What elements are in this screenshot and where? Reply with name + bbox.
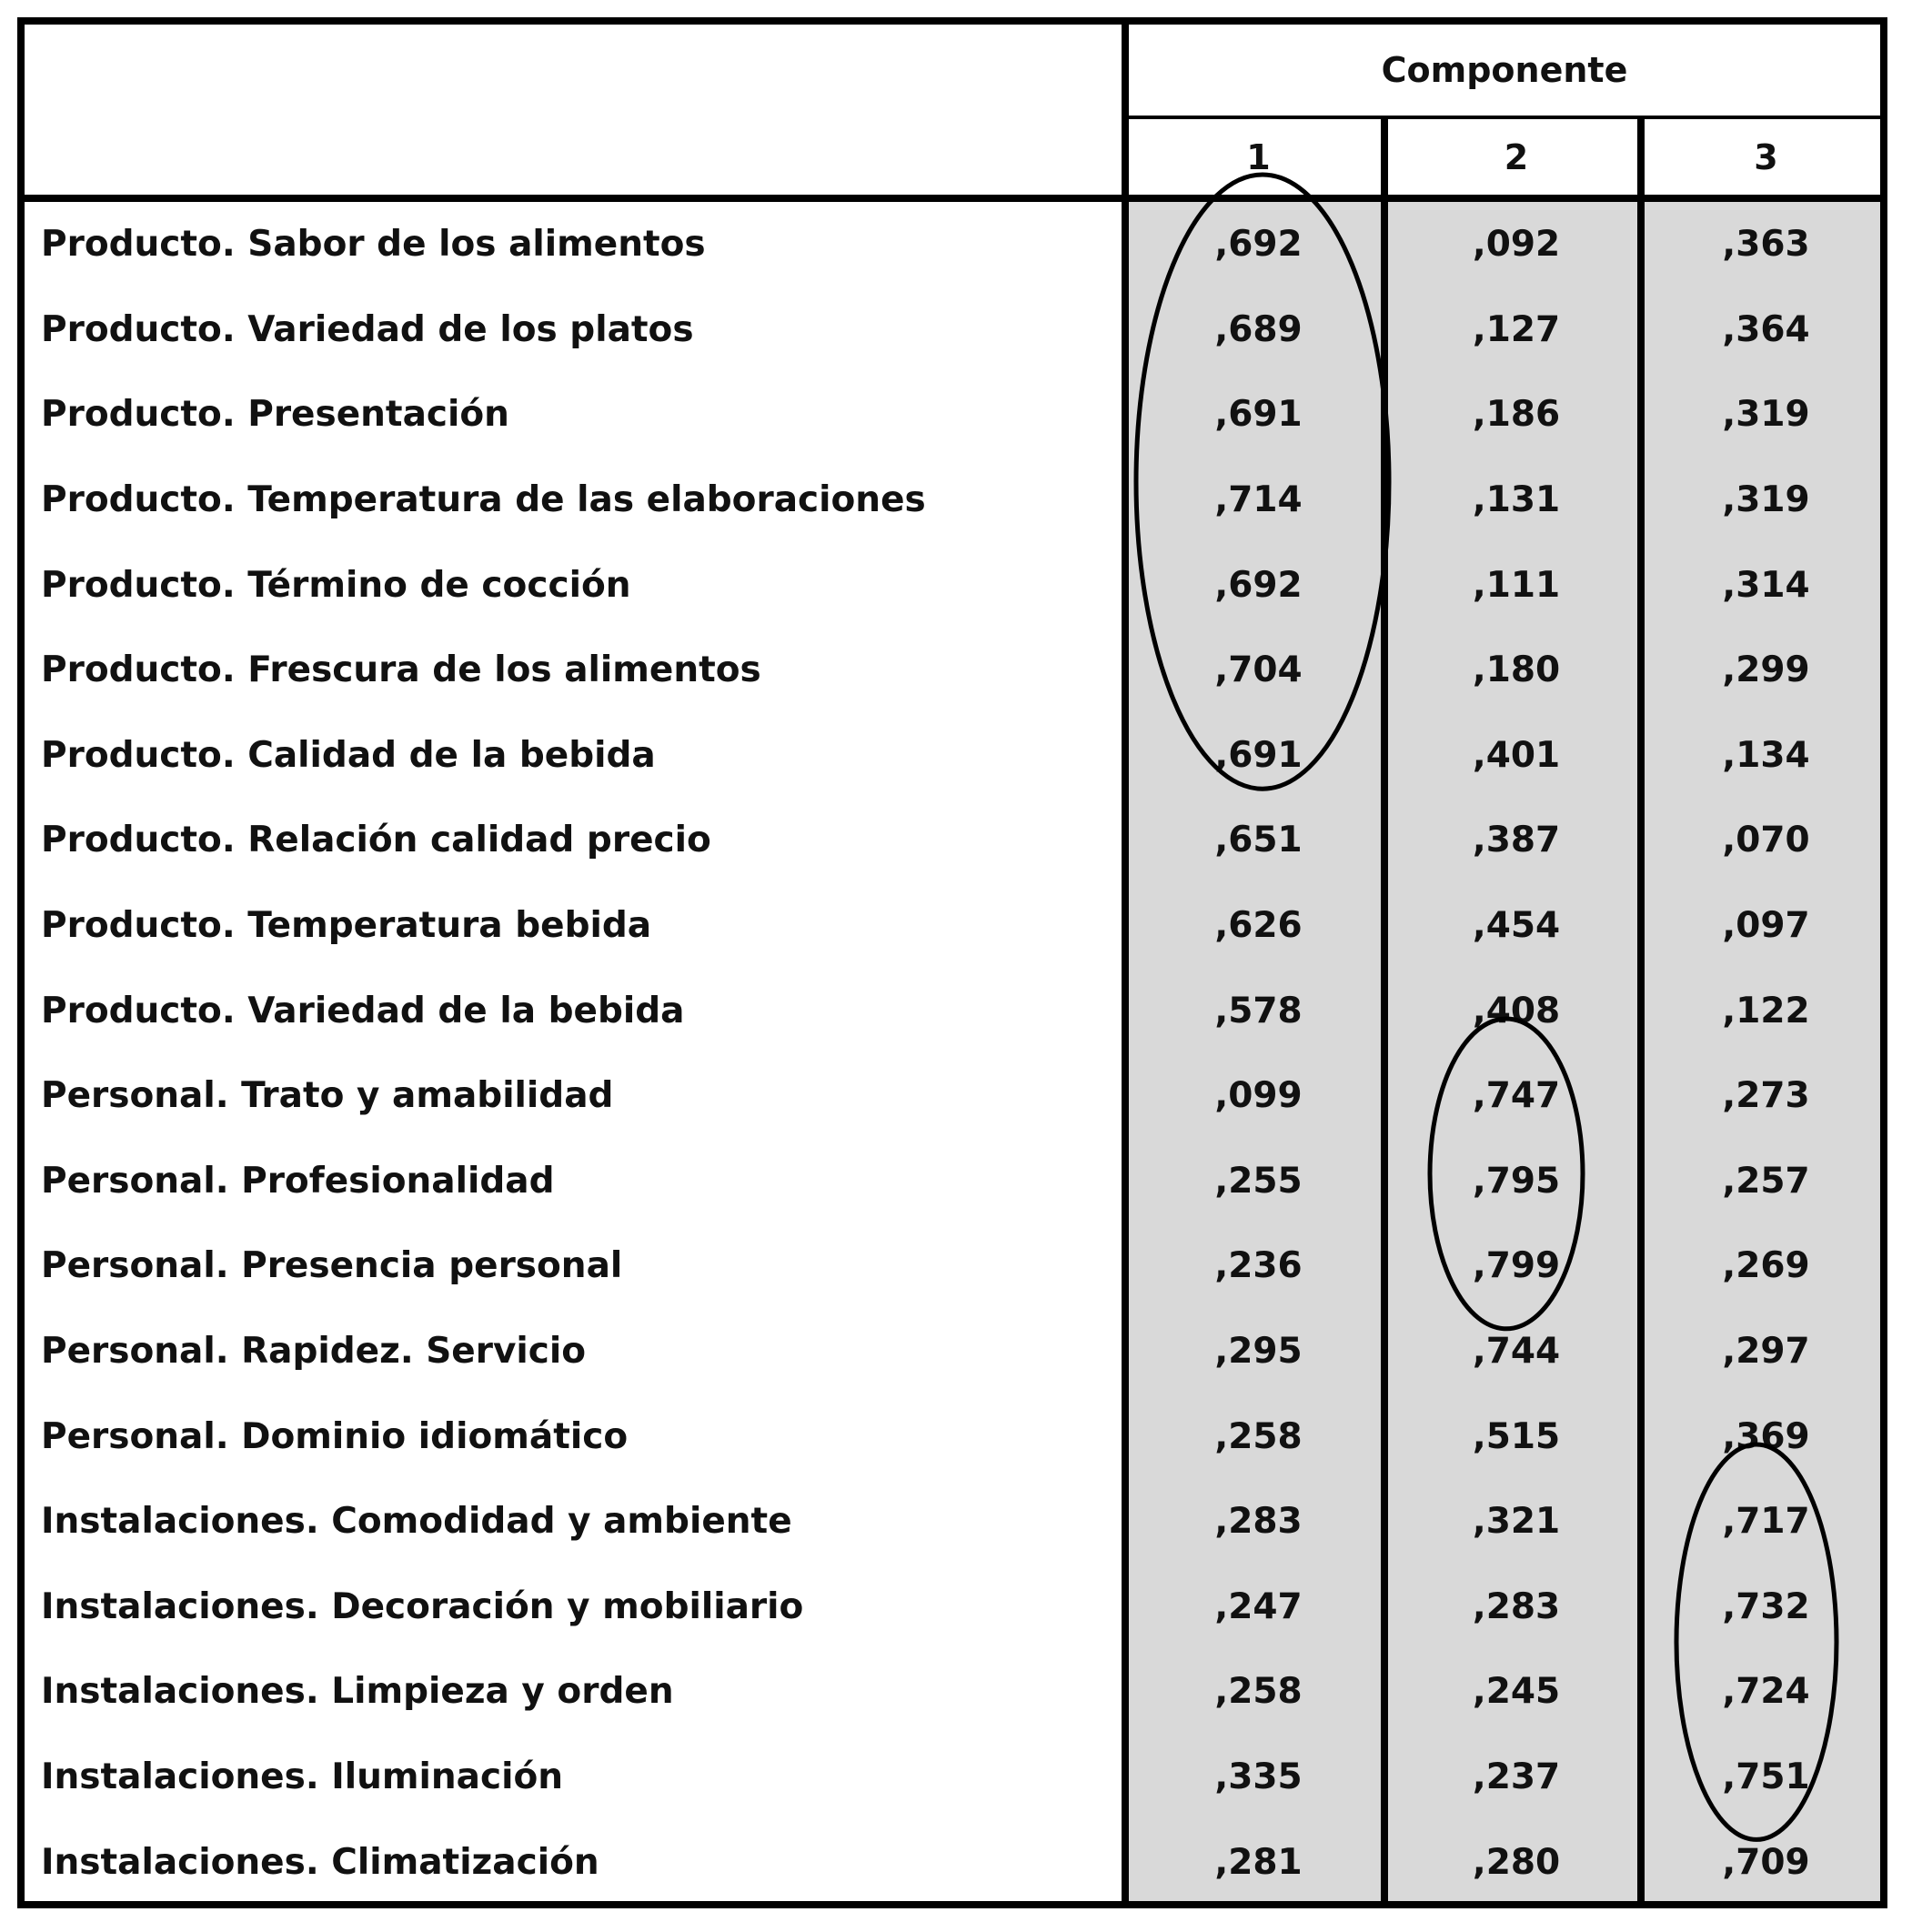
component-group-header: Componente bbox=[1129, 25, 1880, 119]
cell-component-1: ,692 bbox=[1214, 564, 1303, 606]
row-label: Producto. Término de cocción bbox=[41, 564, 631, 606]
cell-component-3: ,097 bbox=[1722, 905, 1810, 947]
row-label: Producto. Variedad de los platos bbox=[41, 308, 694, 350]
column-header-3: 3 bbox=[1754, 136, 1778, 177]
cell-component-1: ,704 bbox=[1214, 649, 1303, 691]
highlight-ellipse-component-1 bbox=[1136, 175, 1389, 789]
cell-component-2: ,401 bbox=[1472, 734, 1561, 776]
row-label: Instalaciones. Limpieza y orden bbox=[41, 1671, 674, 1713]
cell-component-3: ,299 bbox=[1722, 649, 1810, 691]
row-label: Personal. Profesionalidad bbox=[41, 1160, 555, 1202]
cell-component-1: ,281 bbox=[1214, 1841, 1303, 1883]
cell-component-3: ,257 bbox=[1722, 1160, 1810, 1202]
highlight-ellipse-component-3 bbox=[1676, 1444, 1837, 1839]
cell-component-3: ,364 bbox=[1722, 308, 1810, 350]
cell-component-1: ,691 bbox=[1214, 734, 1303, 776]
cell-component-3: ,724 bbox=[1722, 1671, 1810, 1713]
cell-component-1: ,247 bbox=[1214, 1585, 1303, 1627]
cell-component-2: ,127 bbox=[1472, 308, 1561, 350]
cell-component-2: ,515 bbox=[1472, 1415, 1561, 1457]
cell-component-1: ,255 bbox=[1214, 1160, 1303, 1202]
cell-component-3: ,717 bbox=[1722, 1501, 1810, 1543]
cell-component-2: ,795 bbox=[1472, 1160, 1561, 1202]
cell-component-3: ,269 bbox=[1722, 1245, 1810, 1287]
column-header-2: 2 bbox=[1504, 136, 1529, 177]
cell-component-2: ,408 bbox=[1472, 990, 1561, 1031]
row-label: Producto. Variedad de la bebida bbox=[41, 990, 685, 1031]
cell-component-3: ,709 bbox=[1722, 1841, 1810, 1883]
cell-component-1: ,691 bbox=[1214, 394, 1303, 436]
cell-component-3: ,319 bbox=[1722, 479, 1810, 521]
cell-component-1: ,626 bbox=[1214, 905, 1303, 947]
row-label: Instalaciones. Comodidad y ambiente bbox=[41, 1501, 792, 1543]
row-label: Producto. Sabor de los alimentos bbox=[41, 224, 706, 266]
cell-component-1: ,258 bbox=[1214, 1671, 1303, 1713]
cell-component-3: ,732 bbox=[1722, 1585, 1810, 1627]
cell-component-3: ,751 bbox=[1722, 1756, 1810, 1798]
row-label: Personal. Trato y amabilidad bbox=[41, 1075, 614, 1117]
row-label: Instalaciones. Climatización bbox=[41, 1841, 599, 1883]
cell-component-2: ,454 bbox=[1472, 905, 1561, 947]
cell-component-2: ,283 bbox=[1472, 1585, 1561, 1627]
cell-component-2: ,747 bbox=[1472, 1075, 1561, 1117]
row-label: Producto. Calidad de la bebida bbox=[41, 734, 656, 776]
cell-component-1: ,335 bbox=[1214, 1756, 1303, 1798]
cell-component-2: ,321 bbox=[1472, 1501, 1561, 1543]
cell-component-2: ,131 bbox=[1472, 479, 1561, 521]
cell-component-3: ,134 bbox=[1722, 734, 1810, 776]
cell-component-1: ,258 bbox=[1214, 1415, 1303, 1457]
cell-component-3: ,122 bbox=[1722, 990, 1810, 1031]
cell-component-2: ,744 bbox=[1472, 1331, 1561, 1373]
cell-component-1: ,714 bbox=[1214, 479, 1303, 521]
cell-component-1: ,236 bbox=[1214, 1245, 1303, 1287]
row-label: Producto. Frescura de los alimentos bbox=[41, 649, 761, 691]
cell-component-1: ,692 bbox=[1214, 224, 1303, 266]
row-label: Producto. Temperatura bebida bbox=[41, 905, 652, 947]
row-label: Instalaciones. Iluminación bbox=[41, 1756, 564, 1798]
cell-component-2: ,237 bbox=[1472, 1756, 1561, 1798]
cell-component-1: ,099 bbox=[1214, 1075, 1303, 1117]
cell-component-2: ,180 bbox=[1472, 649, 1561, 691]
row-label: Personal. Rapidez. Servicio bbox=[41, 1331, 587, 1373]
cell-component-3: ,070 bbox=[1722, 820, 1810, 861]
row-label: Instalaciones. Decoración y mobiliario bbox=[41, 1585, 804, 1627]
cell-component-2: ,387 bbox=[1472, 820, 1561, 861]
cell-component-2: ,245 bbox=[1472, 1671, 1561, 1713]
highlight-ellipse-component-2 bbox=[1430, 1019, 1583, 1329]
cell-component-1: ,578 bbox=[1214, 990, 1303, 1031]
row-label: Producto. Relación calidad precio bbox=[41, 820, 711, 861]
cell-component-2: ,799 bbox=[1472, 1245, 1561, 1287]
column-header-1: 1 bbox=[1246, 136, 1271, 177]
cell-component-3: ,273 bbox=[1722, 1075, 1810, 1117]
cell-component-3: ,369 bbox=[1722, 1415, 1810, 1457]
cell-component-1: ,689 bbox=[1214, 308, 1303, 350]
cell-component-1: ,295 bbox=[1214, 1331, 1303, 1373]
row-label: Personal. Dominio idiomático bbox=[41, 1415, 629, 1457]
row-label: Personal. Presencia personal bbox=[41, 1245, 623, 1287]
cell-component-1: ,651 bbox=[1214, 820, 1303, 861]
cell-component-2: ,092 bbox=[1472, 224, 1561, 266]
cell-component-3: ,363 bbox=[1722, 224, 1810, 266]
cell-component-2: ,111 bbox=[1472, 564, 1561, 606]
row-label: Producto. Temperatura de las elaboraciones bbox=[41, 479, 926, 521]
cell-component-1: ,283 bbox=[1214, 1501, 1303, 1543]
cell-component-2: ,280 bbox=[1472, 1841, 1561, 1883]
row-label: Producto. Presentación bbox=[41, 394, 509, 436]
cell-component-3: ,314 bbox=[1722, 564, 1810, 606]
cell-component-3: ,297 bbox=[1722, 1331, 1810, 1373]
cell-component-2: ,186 bbox=[1472, 394, 1561, 436]
cell-component-3: ,319 bbox=[1722, 394, 1810, 436]
